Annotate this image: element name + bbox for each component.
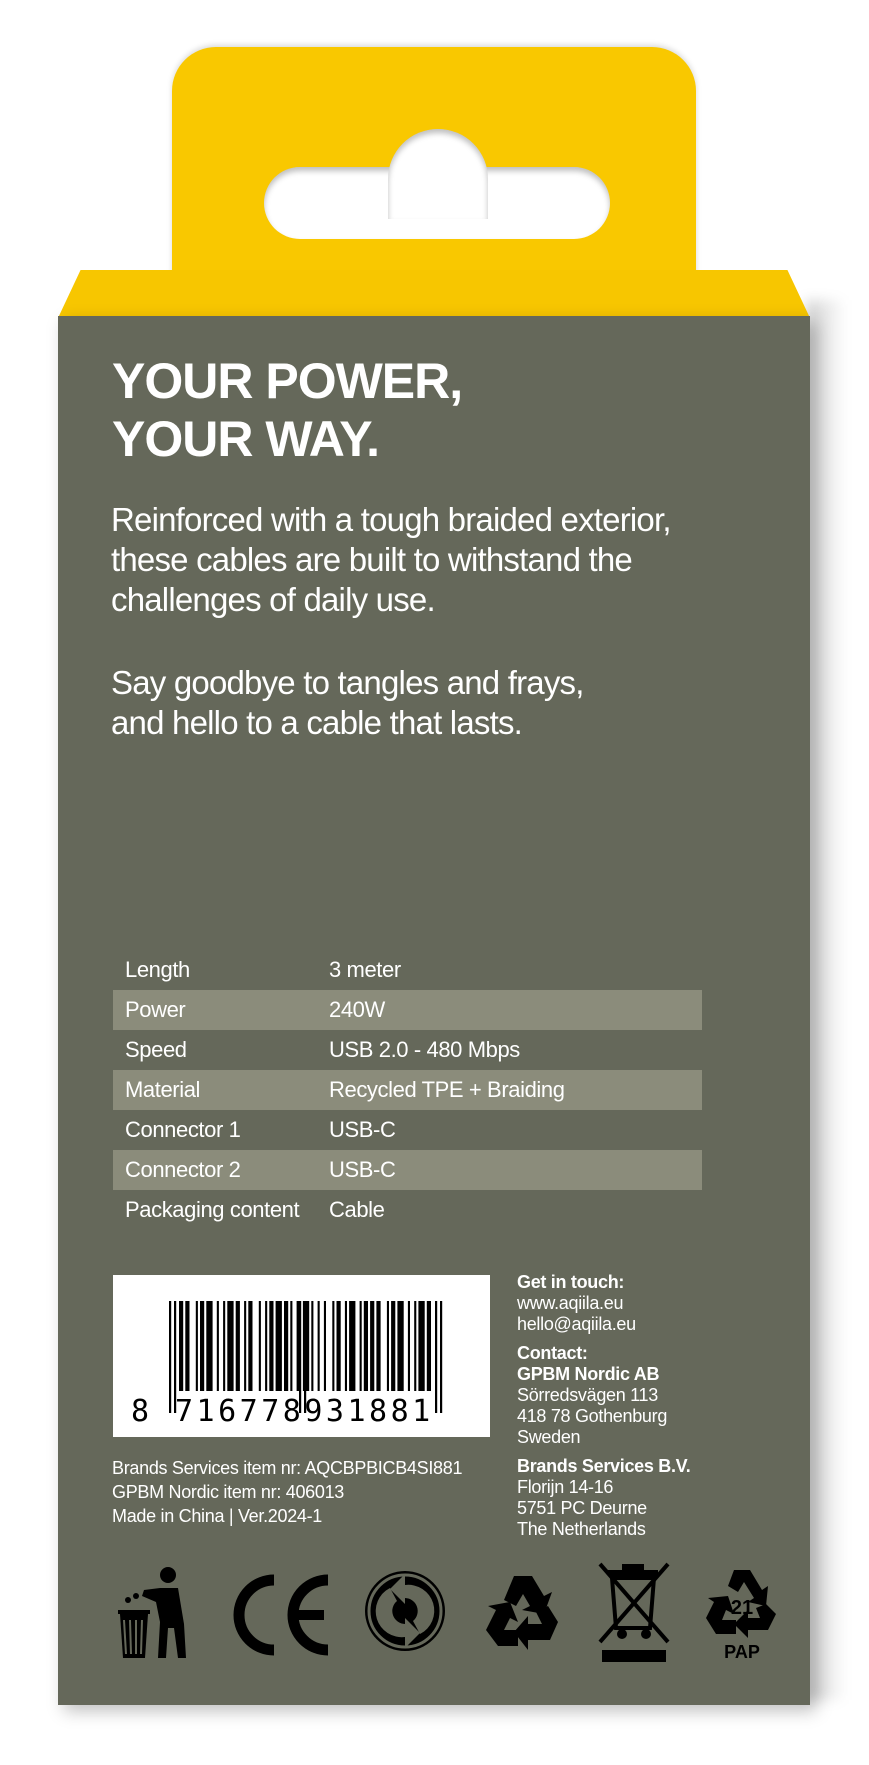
barcode-bar <box>290 1301 292 1391</box>
certification-icons <box>108 1562 788 1672</box>
spec-row-power <box>113 990 702 1030</box>
item-info-line: Made in China | Ver.2024-1 <box>112 1506 323 1526</box>
nordic-address-line: 418 78 Gothenburg <box>517 1406 668 1426</box>
barcode-guard-bar <box>169 1301 171 1413</box>
headline-line: YOUR POWER, <box>112 353 463 409</box>
weee-bin-icon <box>594 1558 674 1664</box>
contact-heading: Contact: <box>517 1343 588 1363</box>
barcode-bar <box>276 1301 282 1391</box>
spec-value: 240W <box>329 997 385 1022</box>
brands-address-line: The Netherlands <box>517 1519 646 1539</box>
barcode-bar <box>206 1301 212 1391</box>
paragraph-line: and hello to a cable that lasts. <box>111 704 523 741</box>
spec-row-packaging <box>113 1190 702 1230</box>
email-text: hello@aqiila.eu <box>517 1314 636 1334</box>
barcode-bar <box>227 1301 233 1391</box>
green-dot-icon <box>360 1566 450 1656</box>
spec-label: Packaging content <box>125 1197 300 1222</box>
spec-value: Recycled TPE + Braiding <box>329 1077 565 1102</box>
barcode-guard-bar <box>435 1301 437 1413</box>
brands-address-line: 5751 PC Deurne <box>517 1498 647 1518</box>
spec-label: Speed <box>125 1037 187 1062</box>
barcode-bar <box>259 1301 261 1391</box>
barcode-bar <box>284 1301 288 1391</box>
spec-value: USB-C <box>329 1157 396 1182</box>
spec-row-material <box>113 1070 702 1110</box>
website-text: www.aqiila.eu <box>517 1293 624 1313</box>
barcode-bar <box>179 1301 183 1391</box>
headline <box>112 352 462 468</box>
brands-company-name: Brands Services B.V. <box>517 1456 691 1476</box>
paragraph-line: challenges of daily use. <box>111 581 435 618</box>
barcode-bar <box>345 1301 347 1391</box>
spec-row-speed <box>113 1030 702 1070</box>
tagline-paragraph <box>111 663 761 743</box>
spec-value: USB 2.0 - 480 Mbps <box>329 1037 520 1062</box>
headline-line: YOUR WAY. <box>112 411 380 467</box>
barcode-bar <box>337 1301 341 1391</box>
spec-label: Power <box>125 997 186 1022</box>
barcode-bar <box>265 1301 267 1391</box>
paragraph-line: these cables are built to withstand the <box>111 541 632 578</box>
barcode-bar <box>223 1301 225 1391</box>
barcode-bar <box>196 1301 198 1391</box>
barcode-guard-bar <box>440 1301 442 1413</box>
barcode-first-digit: 8 <box>131 1394 150 1429</box>
spec-label: Material <box>125 1077 201 1102</box>
barcode-bar <box>248 1301 252 1391</box>
barcode-bar <box>397 1301 403 1391</box>
barcode-bar <box>364 1301 368 1391</box>
spec-label: Connector 2 <box>125 1157 241 1182</box>
paragraph-line: Say goodbye to tangles and frays, <box>111 664 584 701</box>
spec-value: Cable <box>329 1197 385 1222</box>
spec-row-length <box>113 950 702 990</box>
top-yellow-edge <box>58 270 810 318</box>
tidyman-icon <box>112 1562 202 1662</box>
barcode-bar <box>391 1301 395 1391</box>
barcode-graphic <box>113 1275 490 1437</box>
barcode-bar <box>200 1301 204 1391</box>
barcode-bar <box>408 1301 410 1391</box>
barcode-bar <box>418 1301 424 1391</box>
spec-row-connector-1 <box>113 1110 702 1150</box>
barcode-bar <box>427 1301 431 1391</box>
get-in-touch-heading: Get in touch: <box>517 1272 625 1292</box>
spec-label: Length <box>125 957 190 982</box>
spec-row-connector-2 <box>113 1150 702 1190</box>
barcode-bar <box>311 1301 313 1391</box>
pap-label: PAP <box>724 1642 760 1662</box>
box-shadow <box>806 300 846 1700</box>
barcode-bar <box>387 1301 389 1391</box>
barcode-bar <box>244 1301 246 1391</box>
barcode-bar <box>332 1301 334 1391</box>
pap-recycle-icon <box>700 1562 784 1666</box>
barcode-bar <box>360 1301 362 1391</box>
barcode-digits: 716778931881 <box>175 1394 434 1429</box>
barcode-bar <box>269 1301 273 1391</box>
description-paragraph <box>111 500 761 620</box>
barcode-bar <box>370 1301 374 1391</box>
barcode-bar <box>318 1301 320 1391</box>
barcode-bar <box>217 1301 219 1391</box>
spec-value: 3 meter <box>329 957 401 982</box>
item-info <box>112 1456 462 1528</box>
spec-label: Connector 1 <box>125 1117 241 1142</box>
brands-address-line: Florijn 14-16 <box>517 1477 614 1497</box>
barcode-bar <box>185 1301 189 1391</box>
item-info-line: Brands Services item nr: AQCBPBICB4SI881 <box>112 1458 463 1478</box>
pap-number: 21 <box>730 1597 754 1619</box>
spec-table <box>113 950 702 1230</box>
barcode-bar <box>236 1301 240 1391</box>
paragraph-line: Reinforced with a tough braided exterior, <box>111 501 671 538</box>
ce-mark-icon <box>228 1570 338 1660</box>
recycle-icon <box>478 1568 568 1658</box>
hang-notch <box>388 129 488 219</box>
nordic-address-line: Sörredsvägen 113 <box>517 1385 658 1405</box>
item-info-line: GPBM Nordic item nr: 406013 <box>112 1482 344 1502</box>
barcode-bar <box>349 1301 355 1391</box>
nordic-company-name: GPBM Nordic AB <box>517 1364 660 1384</box>
barcode-bar <box>324 1301 326 1391</box>
contact-block <box>517 1272 690 1540</box>
nordic-address-line: Sweden <box>517 1427 581 1447</box>
barcode-bar <box>414 1301 416 1391</box>
spec-value: USB-C <box>329 1117 396 1142</box>
barcode-bar <box>376 1301 380 1391</box>
barcode <box>113 1275 490 1437</box>
